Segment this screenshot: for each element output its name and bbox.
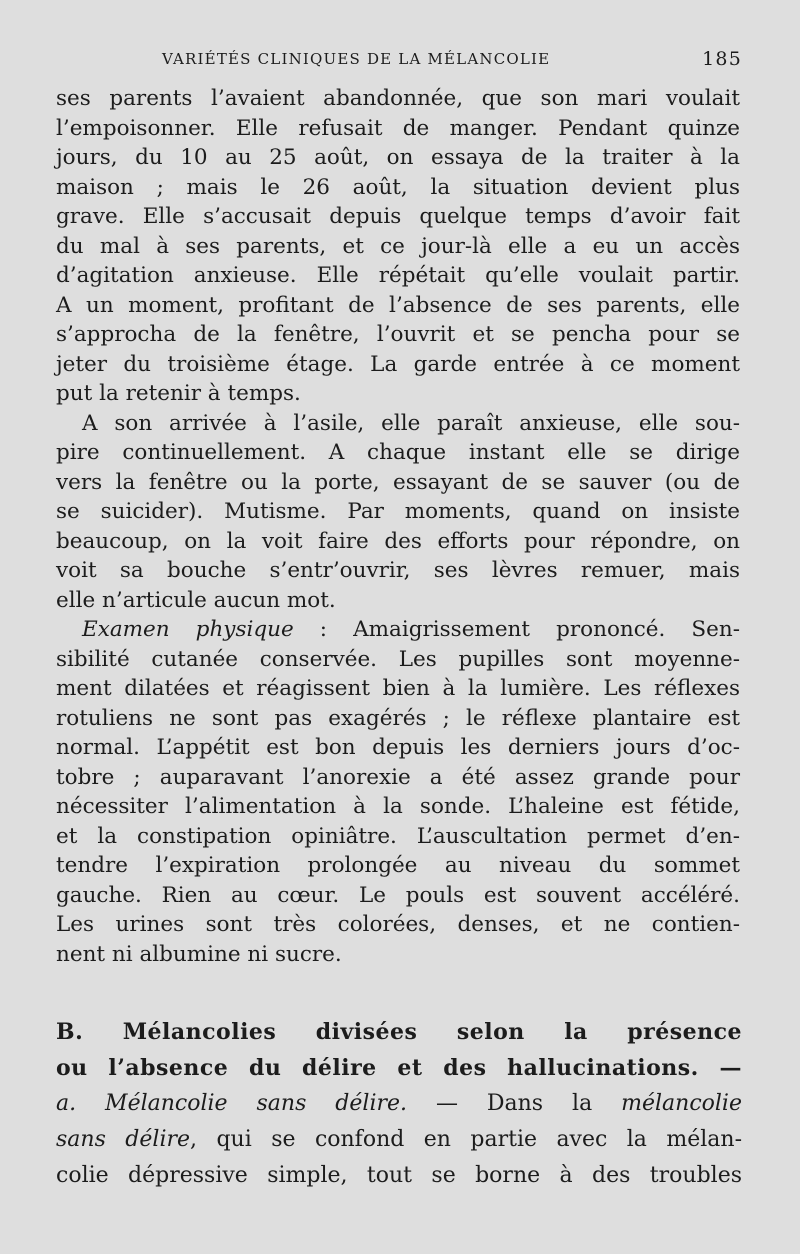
section-heading-line: B. Mélancolies divisées selon la présence	[56, 1019, 742, 1045]
section-b	[56, 1014, 742, 1194]
line-rest: , qui se confond en partie avec la mélan-	[190, 1127, 743, 1152]
text-line: normal. L’appétit est bon depuis les derniers jours d’oc-	[56, 735, 740, 760]
text-line: nent ni albumine ni sucre.	[56, 941, 342, 967]
body-text	[56, 84, 740, 969]
text-line: tobre ; auparavant l’anorexie a été assez grande pour	[56, 764, 740, 790]
text-line: d’agitation anxieuse. Elle répétait qu’elle voulait partir.	[56, 263, 740, 288]
text-line: pire continuellement. A chaque instant elle se dirige	[56, 440, 740, 465]
text-line: A son arrivée à l’asile, elle paraît anxieuse, elle sou-	[82, 410, 740, 436]
text-line: jours, du 10 au 25 août, on essaya de la traiter à la	[56, 145, 740, 170]
term-melancolie: mélancolie	[621, 1091, 742, 1116]
text-line: beaucoup, on la voit faire des efforts pour répondre, on	[56, 528, 740, 554]
running-title: VARIÉTÉS CLINIQUES DE LA MÉLANCOLIE	[162, 50, 551, 68]
exam-first-line-rest: : Amaigrissement prononcé. Sen-	[293, 617, 740, 642]
text-line: se suicider). Mutisme. Par moments, quand on insiste	[56, 499, 740, 524]
section-heading-line: ou l’absence du délire et des hallucinations. —	[56, 1055, 742, 1081]
text-line: gauche. Rien au cœur. Le pouls est souvent accéléré.	[56, 882, 740, 908]
text-line: rotuliens ne sont pas exagérés ; le réflexe plantaire est	[56, 705, 740, 731]
subsection-label: a. Mélancolie sans délire.	[56, 1091, 408, 1116]
text-line: jeter du troisième étage. La garde entrée à ce moment	[56, 351, 740, 377]
text-line: ment dilatées et réagissent bien à la lumière. Les réflexes	[56, 676, 740, 701]
text-line: ses parents l’avaient abandonnée, que son mari voulait	[56, 86, 740, 111]
text-line: et la constipation opiniâtre. L’auscultation permet d’en-	[56, 823, 740, 849]
text-line: nécessiter l’alimentation à la sonde. L’haleine est fétide,	[56, 794, 740, 819]
text-line: vers la fenêtre ou la porte, essayant de se sauver (ou de	[56, 469, 740, 495]
text-line: tendre l’expiration prolongée au niveau du sommet	[56, 853, 740, 878]
text-line	[56, 1122, 742, 1158]
text-line: s’approcha de la fenêtre, l’ouvrit et se pencha pour se	[56, 322, 740, 347]
text-line: voit sa bouche s’entr’ouvrir, ses lèvres remuer, mais	[56, 558, 740, 583]
exam-first-line	[56, 615, 740, 645]
text-line: Les urines sont très colorées, denses, et ne contien-	[56, 912, 740, 937]
text-line: colie dépressive simple, tout se borne à des troubles	[56, 1163, 742, 1188]
subsection-line	[56, 1086, 742, 1122]
exam-label: Examen physique	[82, 617, 294, 642]
subsection-connector: — Dans la	[407, 1091, 622, 1116]
text-line: du mal à ses parents, et ce jour-là elle a eu un accès	[56, 233, 740, 259]
term-sans-delire: sans délire	[56, 1127, 191, 1152]
text-line: grave. Elle s’accusait depuis quelque temps d’avoir fait	[56, 204, 740, 229]
text-line: l’empoisonner. Elle refusait de manger. Pendant quinze	[56, 115, 740, 141]
page-number: 185	[702, 48, 742, 70]
text-line: put la retenir à temps.	[56, 381, 301, 406]
text-line: A un moment, profitant de l’absence de ses parents, elle	[56, 292, 740, 318]
text-line: sibilité cutanée conservée. Les pupilles sont moyenne-	[56, 646, 740, 672]
text-line: maison ; mais le 26 août, la situation devient plus	[56, 174, 740, 200]
text-line: elle n’articule aucun mot.	[56, 587, 336, 613]
